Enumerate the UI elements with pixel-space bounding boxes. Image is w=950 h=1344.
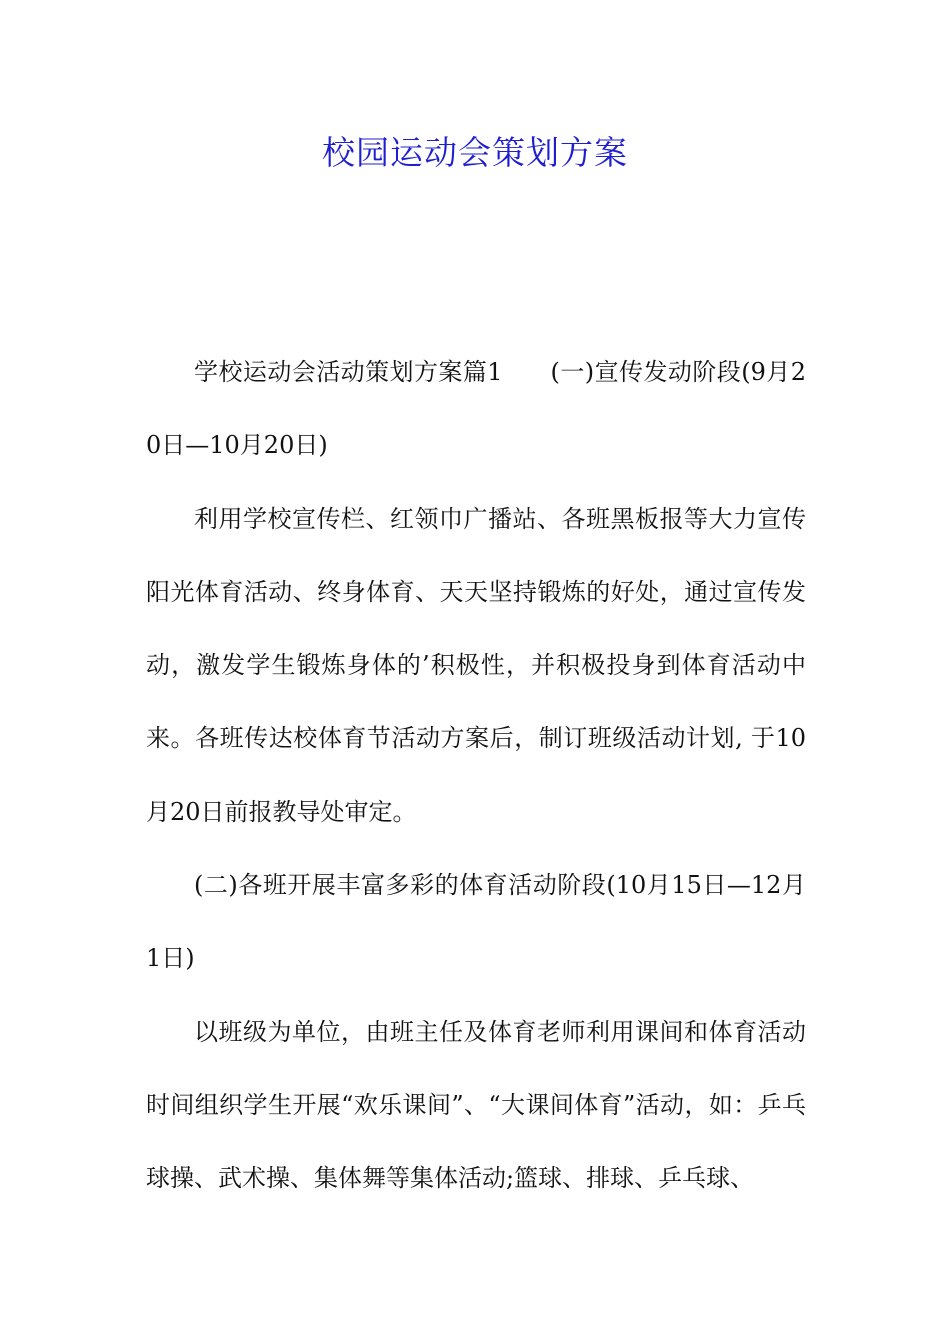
document-title: 校园运动会策划方案 — [322, 133, 628, 172]
paragraph-2: 利用学校宣传栏、红领巾广播站、各班黑板报等大力宣传阳光体育活动、终身体育、天天坚持锻炼的好处，通过宣传发动，激发学生锻炼身体的’积极性，并积极投身到体育活动中来。各班传达校体育节活动方案后，制订班级活动计划, 于10月20日前报教导处审定。 — [146, 504, 806, 826]
paragraph-4: 以班级为单位，由班主任及体育老师利用课间和体育活动时间组织学生开展“欢乐课间”、“大课间体育”活动，如：乒乓球操、武术操、集体舞等集体活动;篮球、排球、乒乓球、 — [146, 1017, 806, 1193]
stage-one-heading: (一)宣传发动阶段(9月20日—10月20日) — [146, 358, 806, 460]
document-body — [146, 336, 806, 1216]
paragraph-3: (二)各班开展丰富多彩的体育活动阶段(10月15日—12月1日) — [146, 871, 806, 973]
section-heading: 学校运动会活动策划方案篇1 — [194, 358, 503, 386]
paragraph-1 — [146, 336, 806, 483]
